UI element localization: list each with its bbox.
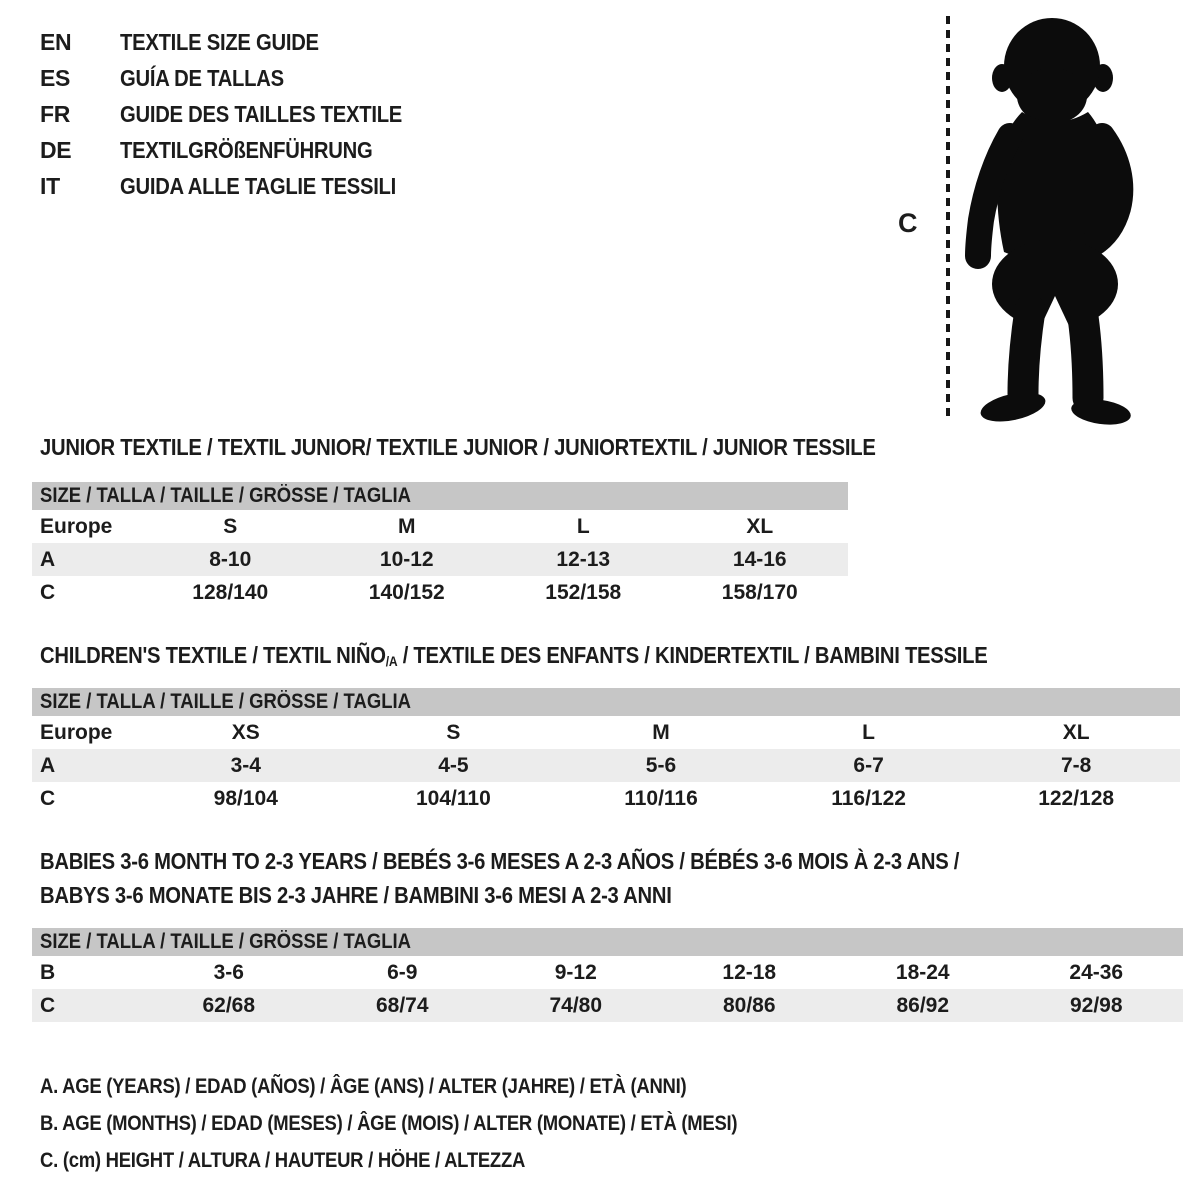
- language-title: TEXTILE SIZE GUIDE: [120, 28, 319, 55]
- height-cell: 104/110: [416, 786, 491, 810]
- language-row-fr: [40, 96, 441, 132]
- size-cell: L: [576, 514, 590, 538]
- children-size-table: [32, 688, 1180, 815]
- junior-section-title: [40, 434, 990, 461]
- size-cell: S: [223, 514, 238, 538]
- language-row-de: [40, 132, 441, 168]
- table-row-age-months: [32, 956, 1183, 989]
- size-cell: S: [446, 720, 461, 744]
- table-row-height: [32, 782, 1180, 815]
- legend-row-b: [40, 1105, 832, 1142]
- babies-title-line2-text: BABYS 3-6 MONATE BIS 2-3 JAHRE / BAMBINI 3-6 MESI A 2-3 ANNI: [40, 882, 672, 908]
- height-cell: 74/80: [549, 993, 603, 1017]
- age-cell: 9-12: [554, 960, 597, 984]
- size-cell: M: [652, 720, 670, 744]
- height-measure-label: C: [898, 208, 918, 238]
- row-label: Europe: [40, 720, 113, 744]
- table-row-age-years: [32, 749, 1180, 782]
- language-code: FR: [40, 100, 71, 127]
- measure-legend: [40, 1068, 832, 1179]
- legend-text-b: B. AGE (MONTHS) / EDAD (MESES) / ÂGE (MOIS) / ALTER (MONATE) / ETÀ (MESI): [40, 1111, 738, 1135]
- age-cell: 14-16: [732, 547, 787, 571]
- row-label: A: [40, 753, 56, 777]
- language-title: GUÍA DE TALLAS: [120, 64, 284, 91]
- height-cell: 92/98: [1069, 993, 1123, 1017]
- row-label: C: [40, 993, 56, 1017]
- age-cell: 8-10: [209, 547, 252, 571]
- toddler-silhouette-icon: [962, 12, 1150, 426]
- table-row-height: [32, 576, 848, 609]
- height-cell: 152/158: [545, 580, 622, 604]
- age-cell: 6-7: [853, 753, 884, 777]
- language-code: ES: [40, 64, 71, 91]
- size-header-label: SIZE / TALLA / TAILLE / GRÖSSE / TAGLIA: [40, 930, 411, 953]
- height-cell: 68/74: [375, 993, 429, 1017]
- age-cell: 6-9: [387, 960, 418, 984]
- children-title-post: / TEXTILE DES ENFANTS / KINDERTEXTIL / BAMBINI TESSILE: [397, 642, 988, 668]
- size-header-label: SIZE / TALLA / TAILLE / GRÖSSE / TAGLIA: [40, 484, 411, 507]
- language-code: IT: [40, 172, 60, 199]
- age-cell: 12-13: [556, 547, 611, 571]
- age-cell: 5-6: [645, 753, 677, 777]
- age-cell: 24-36: [1069, 960, 1124, 984]
- legend-text-c: C. (cm) HEIGHT / ALTURA / HAUTEUR / HÖHE / ALTEZZA: [40, 1148, 526, 1172]
- junior-section-title-text: JUNIOR TEXTILE / TEXTIL JUNIOR/ TEXTILE JUNIOR / JUNIORTEXTIL / JUNIOR TESSILE: [40, 434, 876, 460]
- table-row-height: [32, 989, 1183, 1022]
- language-row-it: [40, 168, 441, 204]
- language-row-en: [40, 24, 441, 60]
- table-row-europe: [32, 510, 848, 543]
- babies-title-line1-text: BABIES 3-6 MONTH TO 2-3 YEARS / BEBÉS 3-6 MESES A 2-3 AÑOS / BÉBÉS 3-6 MOIS À 2-3 ANS /: [40, 848, 960, 874]
- height-cell: 98/104: [213, 786, 278, 810]
- language-title-list: [40, 24, 441, 204]
- junior-size-table: [32, 482, 848, 609]
- size-cell: M: [398, 514, 416, 538]
- age-cell: 4-5: [438, 753, 469, 777]
- legend-row-a: [40, 1068, 832, 1105]
- language-title: TEXTILGRÖßENFÜHRUNG: [120, 136, 373, 163]
- children-section-title: [40, 642, 1117, 669]
- size-cell: XL: [1062, 720, 1090, 744]
- height-cell: 110/116: [624, 786, 698, 810]
- language-code: EN: [40, 28, 72, 55]
- age-cell: 18-24: [895, 960, 950, 984]
- size-header-band: [32, 928, 1183, 956]
- language-title: GUIDE DES TAILLES TEXTILE: [120, 100, 403, 127]
- size-cell: L: [862, 720, 875, 744]
- children-title-sub: /A: [385, 654, 398, 669]
- height-cell: 62/68: [202, 993, 256, 1017]
- size-cell: XL: [746, 514, 774, 538]
- height-cell: 86/92: [896, 993, 950, 1017]
- height-figure: [880, 0, 1170, 440]
- height-cell: 80/86: [722, 993, 776, 1017]
- height-cell: 158/170: [721, 580, 798, 604]
- size-header-band: [32, 482, 848, 510]
- row-label: A: [40, 547, 56, 571]
- language-code: DE: [40, 136, 72, 163]
- height-measure-line: [946, 16, 950, 416]
- height-cell: 140/152: [368, 580, 445, 604]
- table-row-europe: [32, 716, 1180, 749]
- size-header-band: [32, 688, 1180, 716]
- size-header-label: SIZE / TALLA / TAILLE / GRÖSSE / TAGLIA: [40, 690, 411, 713]
- height-cell: 122/128: [1038, 786, 1115, 810]
- age-cell: 7-8: [1060, 753, 1092, 777]
- language-title: GUIDA ALLE TAGLIE TESSILI: [120, 172, 397, 199]
- legend-text-a: A. AGE (YEARS) / EDAD (AÑOS) / ÂGE (ANS) / ALTER (JAHRE) / ETÀ (ANNI): [40, 1074, 687, 1098]
- height-cell: 128/140: [192, 580, 269, 604]
- babies-section-title-line1: [40, 848, 1085, 875]
- children-title-pre: CHILDREN'S TEXTILE / TEXTIL NIÑO: [40, 642, 386, 668]
- row-label: B: [40, 960, 56, 984]
- babies-size-table: [32, 928, 1183, 1022]
- babies-section-title-line2: [40, 882, 758, 909]
- language-row-es: [40, 60, 441, 96]
- age-cell: 12-18: [722, 960, 777, 984]
- row-label: C: [40, 786, 56, 810]
- legend-row-c: [40, 1142, 832, 1179]
- row-label: C: [40, 580, 56, 604]
- age-cell: 3-4: [230, 753, 261, 777]
- height-cell: 116/122: [831, 786, 906, 810]
- age-cell: 3-6: [213, 960, 244, 984]
- children-section-title-text: [40, 642, 987, 669]
- row-label: Europe: [40, 514, 113, 538]
- size-cell: XS: [231, 720, 260, 744]
- table-row-age-years: [32, 543, 848, 576]
- age-cell: 10-12: [379, 547, 434, 571]
